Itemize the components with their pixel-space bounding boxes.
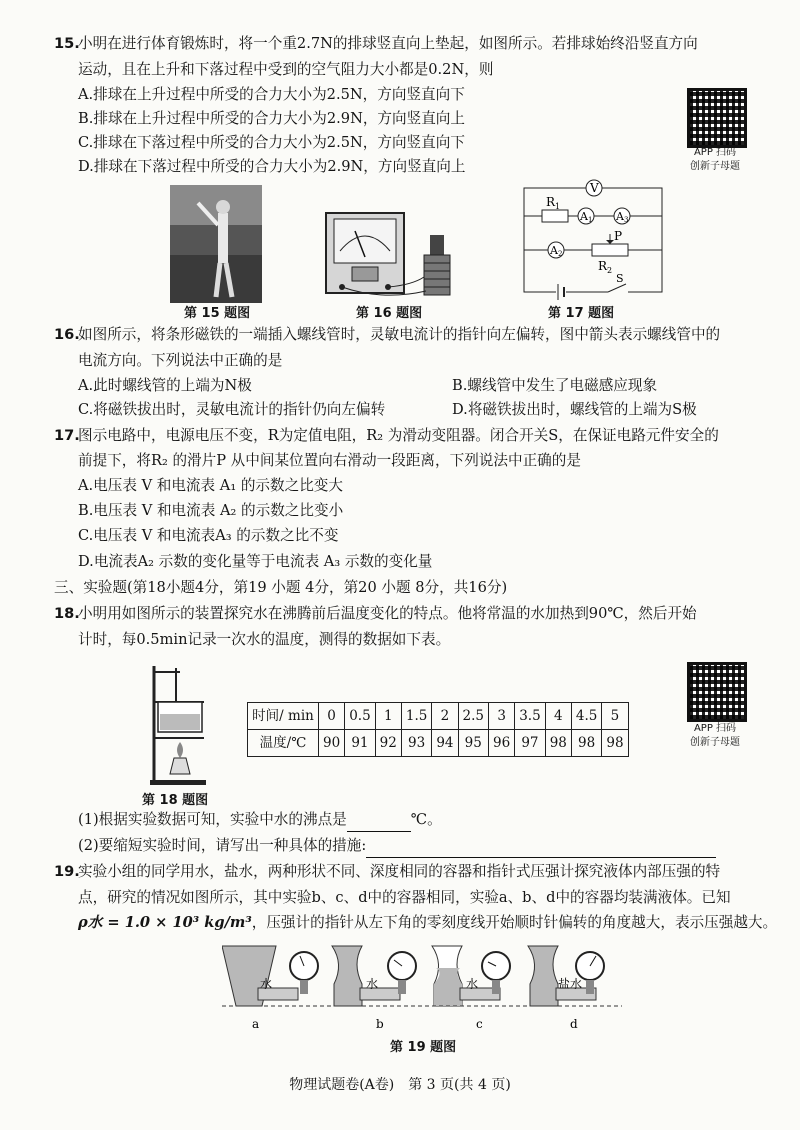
label-a: a [252,1017,260,1031]
option-c: C.将磁铁拔出时，灵敏电流计的指针仍向左偏转 [78,401,386,418]
a2-label: A [550,244,558,257]
a3-label: A [616,210,624,223]
data-table [247,702,629,757]
section-heading: 三、实验题(第18小题4分，第19 小题 4分，第20 小题 8分，共16分) [54,579,508,596]
qr-label [670,146,760,174]
subquestion-1 [78,808,442,832]
figure-18-apparatus [140,662,220,786]
table-cell: 93 [401,730,431,757]
table-row [248,703,629,730]
svg-text:R1 [546,195,560,211]
table-cell: 98 [571,730,601,757]
answer-blank[interactable] [366,841,716,858]
figure-17-caption: 第 17 题图 [548,306,615,321]
a1-label: A [580,210,588,223]
table-cell: 0 [319,703,345,730]
qr-label-line2: 创新子母题 [690,161,740,172]
a1-sub: 1 [587,216,593,224]
table-cell: 91 [345,730,375,757]
label-c: c [476,1017,483,1031]
figure-19-caption: 第 19 题图 [390,1040,457,1055]
table-cell: 3 [489,703,515,730]
question-stem-tail: ，压强计的指针从左下角的零刻度线开始顺时针偏转的角度越大，表示压强越大。 [251,914,778,931]
question-stem [78,911,777,935]
question-stem: 前提下，将R₂ 的滑片P 从中间某位置向右滑动一段距离，下列说法中正确的是 [78,452,581,469]
question-stem: 小明用如图所示的装置探究水在沸腾前后温度变化的特点。他将常温的水加热到90℃，然后开始 [78,605,697,622]
question-stem: 图示电路中，电源电压不变，R为定值电阻，R₂ 为滑动变阻器。闭合开关S，在保证电路元件安全的 [78,427,719,444]
switch-label: S [616,272,624,285]
table-cell: 98 [545,730,571,757]
qr-label-line1: APP 扫码 [693,723,737,734]
table-cell: 96 [489,730,515,757]
answer-blank[interactable] [347,815,411,832]
table-cell: 94 [432,730,458,757]
r2-label: R [598,259,608,273]
question-stem: 如图所示，将条形磁铁的一端插入螺线管时，灵敏电流计的指针向左偏转，图中箭头表示螺线管中的 [78,326,721,343]
figure-16-galvanometer [322,205,472,303]
label-d: d [570,1017,578,1031]
label-b: b [376,1017,384,1031]
option-a: A.排球在上升过程中所受的合力大小为2.5N，方向竖直向下 [78,86,465,103]
r2-sub: 2 [607,266,613,275]
subquestion-1-text: (1)根据实验数据可知，实验中水的沸点是 [78,811,347,828]
question-stem: 小明在进行体育锻炼时，将一个重2.7N的排球竖直向上垫起，如图所示。若排球始终沿竖直方向 [78,35,698,52]
subquestion-2 [78,834,716,858]
label-water: 水 [366,977,379,991]
voltmeter-label: V [590,181,599,195]
table-cell: 1.5 [401,703,431,730]
label-water: 水 [466,977,479,991]
qr-code-icon[interactable] [687,662,747,722]
figure-15-caption: 第 15 题图 [184,306,251,321]
table-cell: 0.5 [345,703,375,730]
qr-label-line2: 创新子母题 [690,737,740,748]
qr-code-icon[interactable] [687,88,747,148]
table-cell: 3.5 [515,703,545,730]
table-cell: 4 [545,703,571,730]
table-cell: 5 [602,703,628,730]
option-c: C.电压表 V 和电流表A₃ 的示数之比不变 [78,527,339,544]
a2-sub: 2 [557,250,563,258]
svg-text:R2 [598,259,612,275]
question-stem: 计时，每0.5min记录一次水的温度，测得的数据如下表。 [78,631,451,648]
option-b: B.排球在上升过程中所受的合力大小为2.9N，方向竖直向上 [78,110,466,127]
option-b: B.螺线管中发生了电磁感应现象 [452,377,658,394]
page-footer: 物理试题卷(A卷) 第 3 页(共 4 页) [289,1077,511,1093]
figure-17-circuit [520,178,670,302]
r1-label: R [546,195,556,209]
figure-19-pressure [222,944,622,1036]
table-cell: 95 [458,730,488,757]
label-water: 水 [260,977,273,991]
option-c: C.排球在下落过程中所受的合力大小为2.5N，方向竖直向下 [78,134,465,151]
question-number: 17. [54,427,80,444]
subquestion-2-text: (2)要缩短实验时间，请写出一种具体的措施: [78,837,367,854]
question-number: 18. [54,605,80,622]
option-d: D.排球在下落过程中所受的合力大小为2.9N，方向竖直向上 [78,158,466,175]
table-cell: 97 [515,730,545,757]
option-a: A.电压表 V 和电流表 A₁ 的示数之比变大 [78,477,343,494]
question-stem: 运动，且在上升和下落过程中受到的空气阻力大小都是0.2N，则 [78,61,494,78]
table-cell: 4.5 [571,703,601,730]
qr-label-line1: APP 扫码 [693,147,737,158]
option-a: A.此时螺线管的上端为N极 [78,377,252,394]
table-cell: 90 [319,730,345,757]
table-cell: 2.5 [458,703,488,730]
question-stem: 电流方向。下列说法中正确的是 [78,352,283,369]
table-header-time: 时间/ min [248,703,319,730]
water-density: ρ水 = 1.0 × 10³ kg/m³ [78,914,252,931]
figure-18-caption: 第 18 题图 [142,793,209,808]
slider-p-label: P [614,229,623,243]
subquestion-1-unit: ℃。 [410,811,442,828]
table-cell: 92 [375,730,401,757]
option-b: B.电压表 V 和电流表 A₂ 的示数之比变小 [78,502,344,519]
label-brine: 盐水 [558,977,583,991]
question-number: 16. [54,326,80,343]
question-number: 19. [54,863,80,880]
option-d: D.将磁铁拔出时，螺线管的上端为S极 [452,401,697,418]
qr-label [670,722,760,750]
question-stem: 点，研究的情况如图所示，其中实验b、c、d中的容器相同，实验a、b、d中的容器均装满液体。已知 [78,889,731,906]
table-row [248,730,629,757]
option-d: D.电流表A₂ 示数的变化量等于电流表 A₃ 示数的变化量 [78,553,433,570]
figure-15-photo [170,185,262,303]
table-cell: 98 [602,730,628,757]
r1-sub: 1 [555,202,561,211]
question-stem: 实验小组的同学用水，盐水，两种形状不同、深度相同的容器和指针式压强计探究液体内部压强的特 [78,863,721,880]
table-header-temp: 温度/℃ [248,730,319,757]
a3-sub: 3 [623,216,629,224]
table-cell: 2 [432,703,458,730]
table-cell: 1 [375,703,401,730]
question-number: 15. [54,35,80,52]
figure-16-caption: 第 16 题图 [356,306,423,321]
